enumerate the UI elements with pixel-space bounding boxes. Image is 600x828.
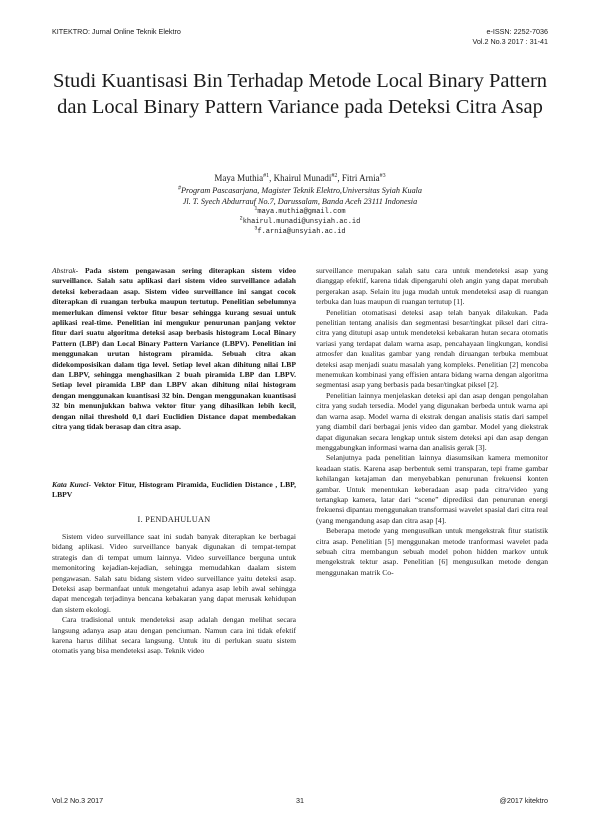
right-column-body [316,266,548,578]
author-name: Khairul Munadi [273,173,332,183]
paragraph: surveillance merupakan salah satu cara untuk mendeteksi asap yang dianggap efektif, karena tidak dipengaruhi oleh angin yang dapat merubah pergerakan asap. Selain itu juga mudah untuk mendeteksi asap di ruangan terbuka dan luas maupun di ruangan tertutup [1]. [316,266,548,307]
author-name: Fitri Arnia [341,173,380,183]
email-3 [40,225,560,237]
paper-title: Studi Kuantisasi Bin Terhadap Metode Local Binary Pattern dan Local Binary Pattern Variance pada Deteksi Citra Asap [52,70,548,118]
author-sup: #3 [379,173,386,179]
keywords-text: Vektor Fitur, Histogram Piramida, Euclidien Distance , LBP, LBPV [52,480,296,500]
email-text: f.arnia@unsyiah.ac.id [257,228,346,236]
email-sup: 1 [254,205,258,212]
paragraph: Beberapa metode yang mengusulkan untuk mengekstrak fitur statistik citra asap. Penelitian [5] menggunakan metode tranformasi wavelet pada sebuah citra membangun sebuah model pohon hidden markov untuk mengekstrak tektur asap. Penelitian [6] mengusulkan metode dengan menggunakan matrik Co- [316,526,548,577]
paragraph: Penelitian otomatisasi deteksi asap telah banyak dilakukan. Pada penelitian tentang analisis dan segmentasi besar/tingkat piksel dari citra-citra yang ditutupi asap untuk mendeteksi kebakaran hutan secara otomatis variasi yang terdapat dalam warna asap, pencahayaan lingkungan, kondisi atmosfer dan kualitas gambar yang rendah diruangan terbuka membuat deteksi asap menjadi suatu masalah yang kompleks. Penelitian [2] mencoba menemukan kombinasi yang effisien antara bidang warna dengan algoritma segmentasi asap yang berbasis pada besar/tingkat piksel [2]. [316,307,548,390]
author-name: Maya Muthia [214,173,264,183]
page-number: 31 [296,796,304,805]
email-text: maya.muthia@gmail.com [257,208,346,216]
author-sup: #1 [263,173,270,179]
affiliation-line-1 [40,185,560,196]
author-sup: #2 [331,173,338,179]
footer-volume: Vol.2 No.3 2017 [52,796,104,805]
running-header-journal: KITEKTRO: Jurnal Online Teknik Elektro [52,27,181,36]
volume-pages: Vol.2 No.3 2017 : 31-41 [472,37,548,46]
keywords-lead: Kata Kunci- [52,480,92,489]
email-text: khairul.munadi@unsyiah.ac.id [242,218,361,226]
running-header-right [472,27,548,47]
paragraph: Penelitian lainnya menjelaskan deteksi api dan asap dengan pengolahan citra yang sudah tersedia. Model yang digunakan berbeda untuk warna api dan warna asap. Model warna di ekstrak dengan analisis statis dari sampel yang diambil dari berbagai jenis video dan gambar. Model yang diekstrak dapat digunakan secara lengkap untuk sistem deteksi api dan asap dengan menggabungkan informasi warna dan analisis gerak [3]. [316,390,548,452]
abstract-text: Pada sistem pengawasan sering diterapkan sistem video surveillance. Salah satu aplikasi dari sistem video surveillance adalah deteksi keberadaan asap. Sistem video surveillance ini sangat cocok diterapkan di ruangan terbuka maupun tertutup. Penelitian sebelumnya memerlukan dimensi vektor fitur besar sehingga kurang sesuai untuk aplikasi real-time. Penelitian ini mengukur penurunan panjang vektor fitur dari suatu algoritma deteksi asap berbasis histogram Local Binary Pattern (LBP) dan Local Binary Pattern Variance (LBPV). Penelitian ini menggunakan urutan histogram piramida. Sebuah citra akan didekomposisikan dalam tiga level. Setiap level akan dihitung nilai LBP dan LBPV, sehingga menghasilkan 2 buah piramida LBP dan LBPV. Setiap level piramida LBP dan LBPV akan dihitung nilai histogram dengan menggunakan kuantisasi 32 bin. Dengan menggunakan kuantisasi 32 bin menunjukkan bahwa vektor fitur yang dihasilkan lebih kecil, dengan nilai threshold 0,1 dari Euclidien Distance dapat membedakan citra yang tidak berasap dan citra asap. [52,266,296,432]
section-heading-introduction: I. PENDAHULUAN [137,515,211,524]
affiliation-sup: # [177,185,181,192]
abstract-lead: Abstrak- [52,266,79,275]
affiliation-text: Program Pascasarjana, Magister Teknik Elektro,Universitas Syiah Kuala [180,186,423,195]
abstract [52,266,296,433]
email-sup: 2 [239,215,243,222]
paragraph: Cara tradisional untuk mendeteksi asap adalah dengan melihat secara langsung adanya asap atau dengan penciuman. Namun cara ini tidak efektif karena harus dilihat secara langsung. Untuk itu di perlukan suatu sistem otomatis yang bisa mendeteksi asap. Teknik video [52,615,296,656]
author-line: Maya Muthia$^{\#1}$, Khairul Munadi$^{\#2}$, Fitri Arnia$^{\#3}$ [214,173,386,183]
email-2 [40,215,560,227]
affiliation-line-2: Jl. T. Syech Abdurrauf No.7, Darussalam, Banda Aceh 23111 Indonesia [182,197,418,206]
keywords [52,480,296,501]
paragraph: Selanjutnya pada penelitian lainnya diasumsikan kamera memonitor keadaan statis. Karena asap berbentuk semi transparan, tepi frame gambar kehilangan ketajaman dan menyebabkan penurunan frekuensi konten gambar. Untuk menentukan keberadaan asap pada citra/video yang tertangkap kamera, latar dari “scene” diprediksi dan penurunan energi frekuensi dipantau menggunakan transformasi wavelet spasial dari citra real (yang mengandung asap dan citra asap [4]. [316,453,548,525]
issn: e-ISSN: 2252-7036 [486,27,548,36]
footer-copyright: @2017 kitektro [499,796,548,805]
email-sup: 3 [254,225,258,232]
email-1 [40,205,560,217]
paragraph: Sistem video surveillance saat ini sudah banyak diterapkan ke berbagai bidang aplikasi. Video surveillance banyak digunakan di tempat-tempat strategis dan di tempat umum lainnya. Video surveillance berguna untuk memonitoring kejadian-kejadian, sehingga memudahkan daalam sistem pengawasan. Salah satu bidang sistem video surveillance yaitu deteksi asap. Deteksi asap bermanfaat untuk mengetahui adanya asap lebih awal sehingga dapat mencegah terjadinya bencana kebakaran yang dapat merusak kehidupan dan sistem ekologi. [52,532,296,614]
introduction-body [52,532,296,657]
